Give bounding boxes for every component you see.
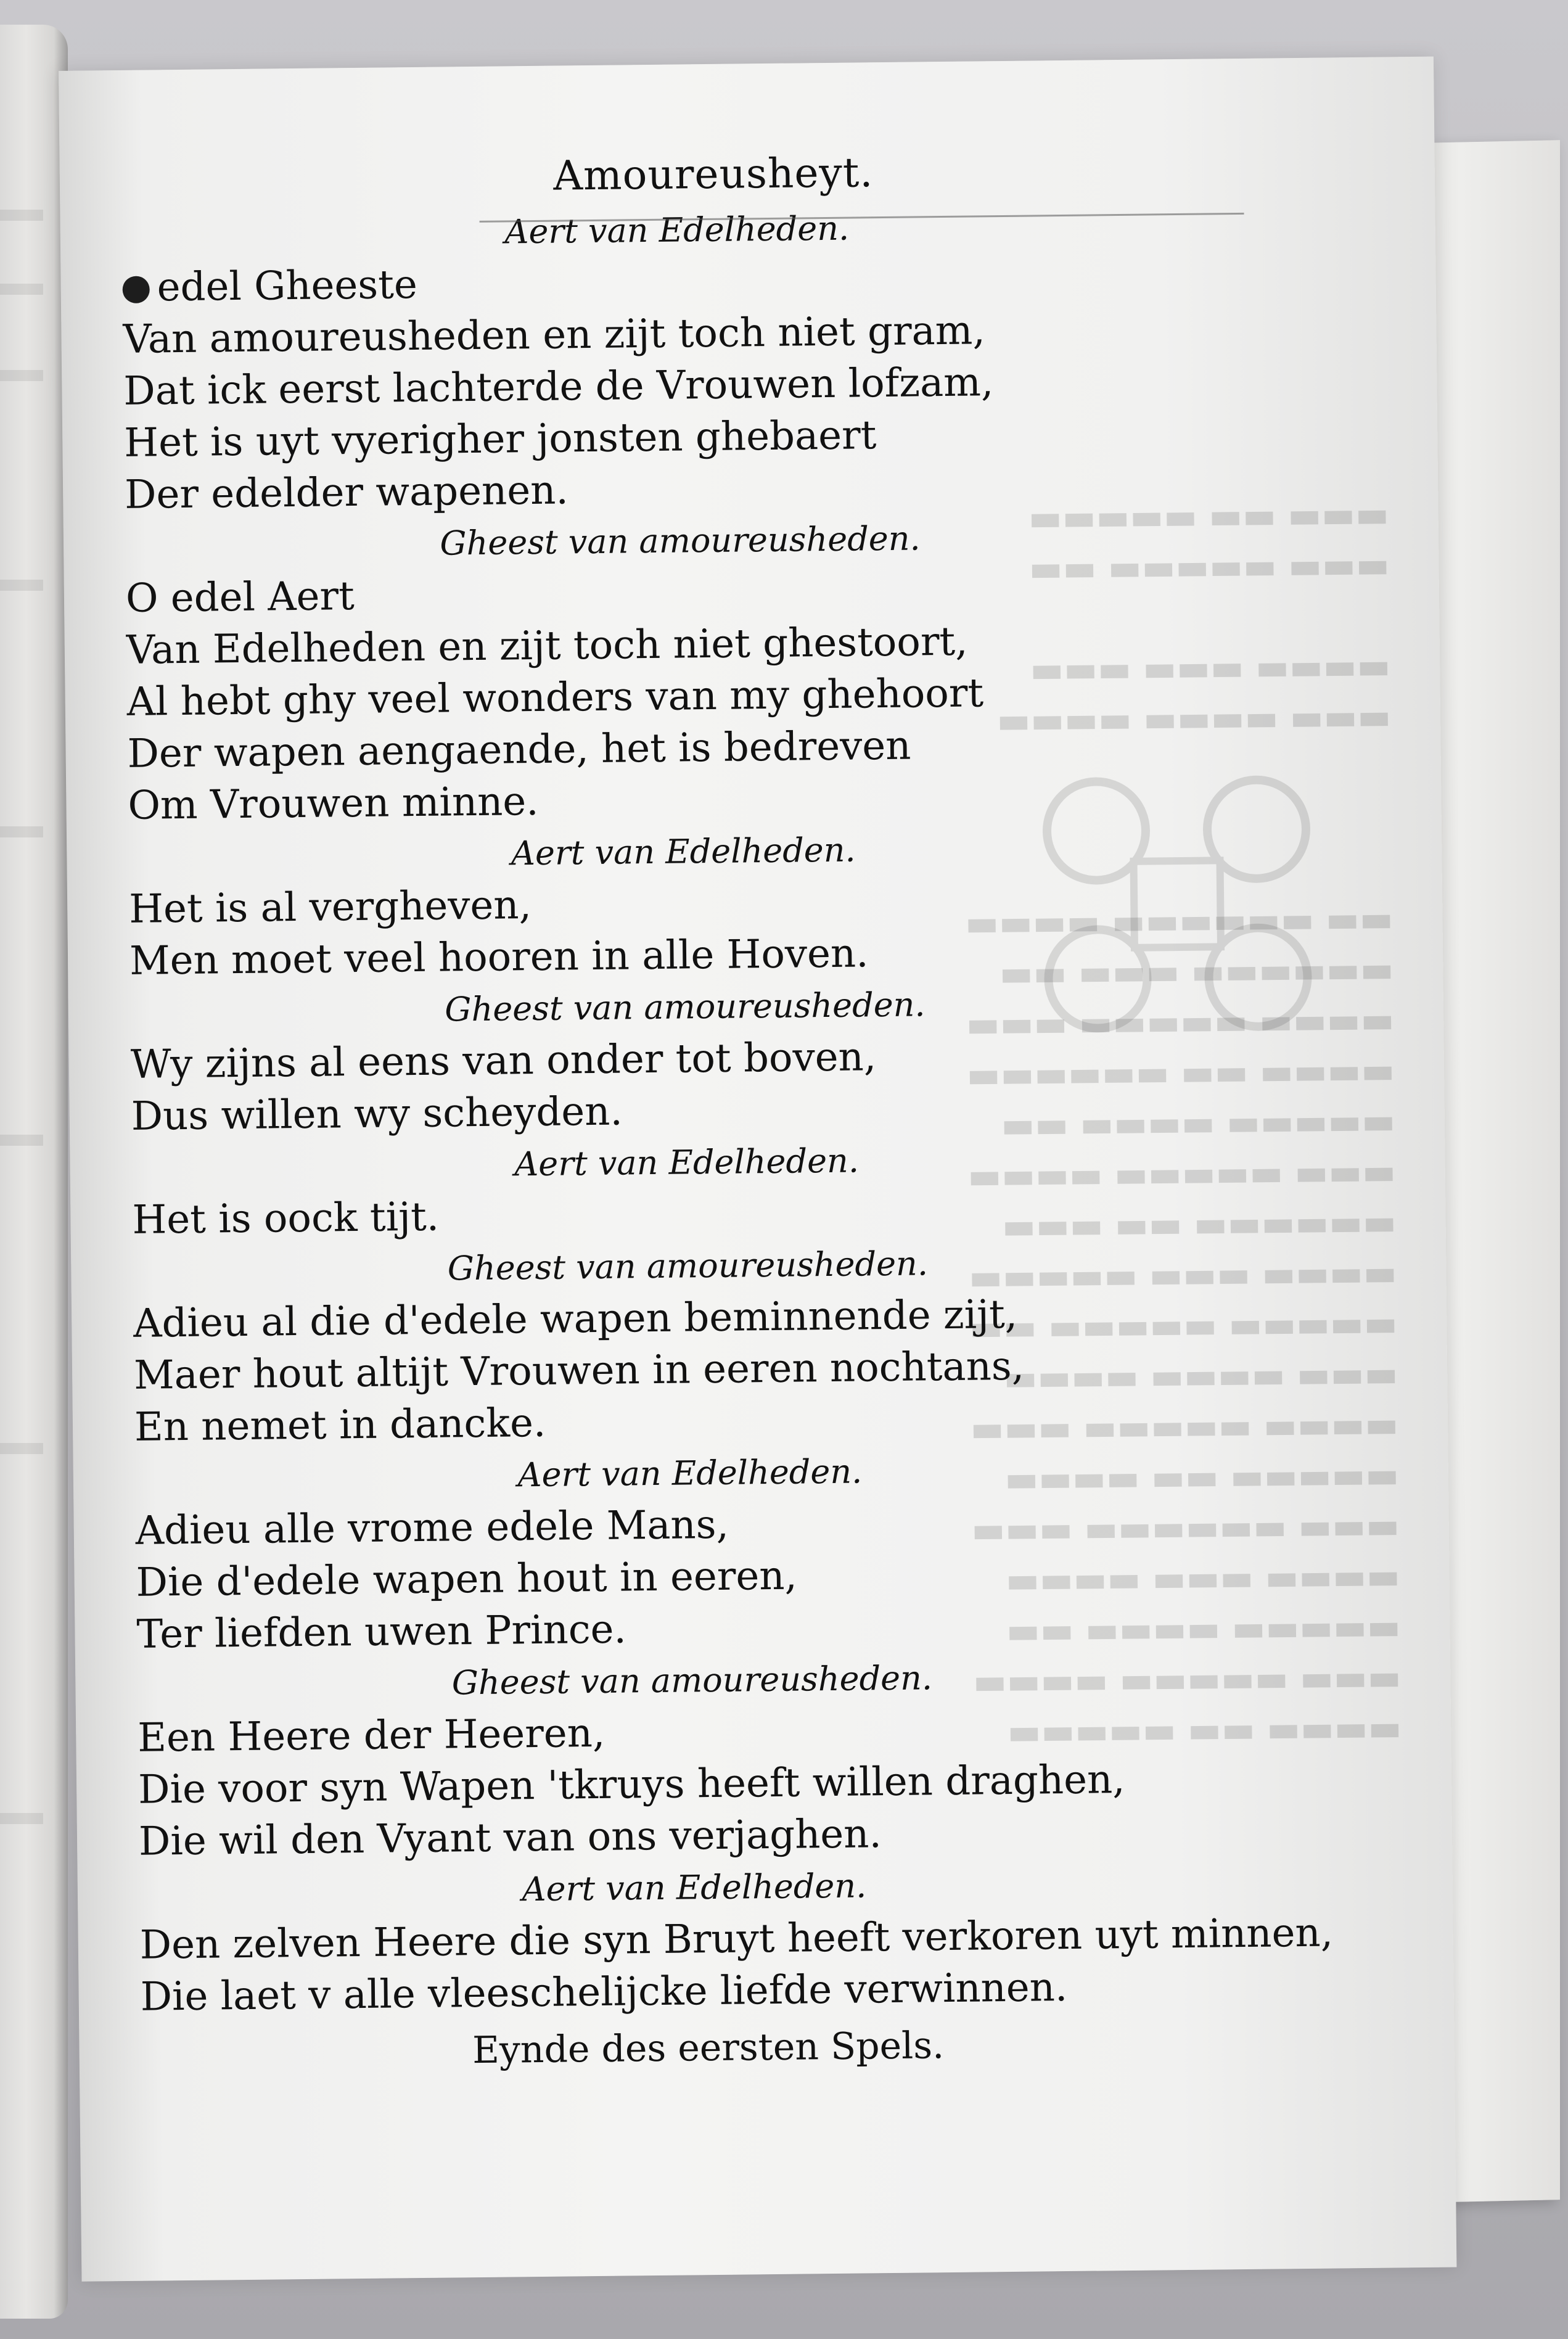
speaker-label: Gheest van amoureusheden. (451, 1658, 933, 1703)
left-facing-page (0, 25, 68, 2319)
speaker-label: Gheest van amoureusheden. (440, 519, 921, 563)
speaker-label: Gheest van amoureusheden. (445, 985, 926, 1029)
verse-text: Het is oock tijt. (132, 1194, 440, 1243)
verse-text: Die d'edele wapen hout in eeren, (136, 1553, 798, 1606)
verse-text: Het is uyt vyerigher jonsten ghebaert (123, 413, 877, 466)
verse-text: Om Vrouwen minne. (128, 778, 539, 829)
bleed-through-mark (0, 210, 43, 221)
bleed-through-mark (0, 370, 43, 381)
verse-text: Wy zijns al eens van onder tot boven, (130, 1034, 877, 1088)
speaker-label: Aert van Edelheden. (511, 830, 856, 873)
speaker-label: Aert van Edelheden. (522, 1866, 867, 1909)
damaged-initial-icon (122, 276, 149, 303)
verse-text: O edel Aert (125, 573, 355, 622)
verse-text: Al hebt ghy veel wonders van my ghehoort (126, 670, 984, 725)
verse-text: Adieu al die d'edele wapen beminnende zijt, (133, 1291, 1018, 1347)
verse-text: Die wil den Vyant van ons verjaghen. (138, 1811, 882, 1865)
speaker-label: Gheest van amoureusheden. (447, 1244, 929, 1288)
verse-text: Der wapen aengaende, het is bedreven (127, 723, 911, 777)
verse-text: Men moet veel hooren in alle Hoven. (129, 931, 869, 984)
verse-text: Dus willen wy scheyden. (131, 1088, 623, 1140)
verse-text: Maer hout altijt Vrouwen in eeren nochtans, (133, 1343, 1025, 1399)
bleed-through-mark (0, 826, 43, 837)
closing-line: Eynde des eersten Spels. (472, 2024, 945, 2073)
show-through-text: ▬▬▬ ▬▬ ▬▬▬▬▬ ▬▬▬ ▬▬▬▬▬ ▬▬ ▬▬▬▬ ▬▬▬ ▬▬▬ ▬▬▬ ▬▬▬▬ ▬▬▬▬ ▬▬ ▬▬▬▬▬▬ ▬▬▬▬ ▬▬▬▬▬▬ ▬▬▬ ▬▬ ▬▬▬▬ ▬▬▬▬▬ ▬▬▬ ▬▬▬▬ ▬▬ ▬▬▬▬▬▬ ▬▬▬▬▬ ▬▬▬▬ ▬▬ ▬▬▬ ▬▬▬▬▬ ▬▬▬▬ ▬▬▬▬▬▬ ▬▬ ▬▬▬ ▬▬▬▬ ▬▬▬ ▬▬▬▬▬ ▬▬▬▬▬ ▬▬▬▬▬ ▬▬ ▬▬▬ ▬▬▬▬ ▬▬▬▬ ▬▬▬▬ ▬▬▬▬▬ ▬▬▬ ▬▬▬▬▬ ▬▬ ▬▬▬▬ ▬▬▬ ▬▬▬▬▬▬ ▬▬▬ ▬▬▬▬ ▬▬▬ ▬▬▬▬ ▬▬▬▬▬ ▬▬▬▬ ▬▬ ▬▬▬ ▬▬▬▬▬ ▬▬▬▬ ▬▬▬▬ ▬▬ ▬▬▬▬▬ (964, 493, 1402, 1753)
verse-text: Het is al vergheven, (128, 882, 532, 932)
verse-text: Der edelder wapenen. (124, 467, 569, 518)
bleed-through-mark (0, 580, 43, 591)
bleed-through-mark (0, 1443, 43, 1454)
verse-text: Ter liefden uwen Prince. (136, 1606, 627, 1658)
bleed-through-mark (0, 1135, 43, 1146)
speaker-label: Aert van Edelheden. (517, 1452, 863, 1495)
bleed-through-mark (0, 284, 43, 295)
page-text (121, 144, 1362, 2085)
verse-text: Adieu alle vrome edele Mans, (135, 1502, 729, 1554)
speaker-label: Aert van Edelheden. (504, 208, 850, 252)
running-header: Amoureusheyt. (553, 149, 874, 200)
verse-text: Van Edelheden en zijt toch niet ghestoort, (126, 619, 968, 673)
book-page (59, 57, 1456, 2282)
verse-text: Den zelven Heere die syn Bruyt heeft verkoren uyt minnen, (139, 1910, 1334, 1968)
verse-text: Die voor syn Wapen 'tkruys heeft willen draghen, (138, 1757, 1125, 1813)
verse-text: Van amoureusheden en zijt toch niet gram, (123, 308, 986, 363)
verse-text: Dat ick eerst lachterde de Vrouwen lofzam, (123, 360, 994, 414)
bleed-through-mark (0, 1813, 43, 1824)
verse-text: Een Heere der Heeren, (137, 1710, 605, 1761)
verse-text: Die laet v alle vleeschelijcke liefde verwinnen. (140, 1965, 1068, 2020)
verse-text: En nemet in dancke. (134, 1400, 546, 1450)
speaker-label: Aert van Edelheden. (514, 1141, 860, 1184)
verse-lines (121, 197, 1361, 2023)
verse-text: edel Gheeste (157, 261, 418, 311)
